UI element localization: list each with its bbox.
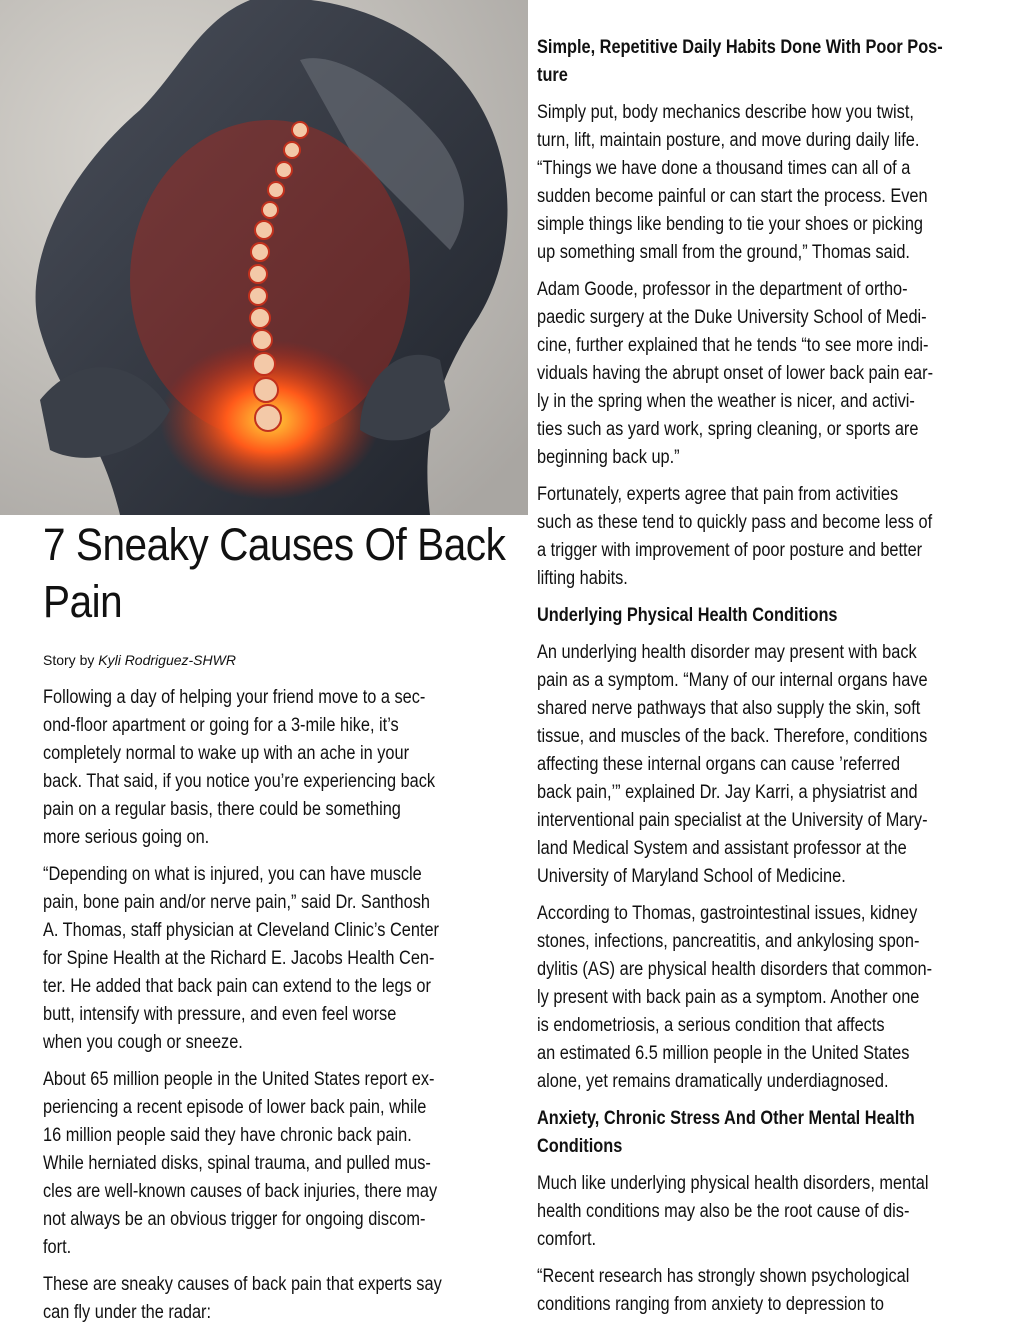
text-line: sudden become painful or can start the process. Even — [537, 186, 928, 207]
text-line: tissue, and muscles of the back. Therefore, conditions — [537, 726, 928, 747]
text-line: “Depending on what is injured, you can have muscle — [43, 864, 422, 885]
text-line: interventional pain specialist at the University of Mary- — [537, 810, 928, 831]
text-line: shared nerve pathways that also supply the skin, soft — [537, 698, 921, 719]
text-line: turn, lift, maintain posture, and move during daily life. — [537, 130, 920, 151]
text-line: Anxiety, Chronic Stress And Other Mental Health — [537, 1108, 915, 1129]
text-line: a trigger with improvement of poor posture and better — [537, 540, 923, 561]
text-line: can fly under the radar: — [43, 1302, 212, 1323]
hero-image-back-pain — [0, 0, 528, 515]
text-line: cles are well-known causes of back injuries, there may — [43, 1181, 438, 1202]
text-line: An underlying health disorder may present with back — [537, 642, 917, 663]
text-line: land Medical System and assistant professor at the — [537, 838, 907, 859]
text-line: more serious going on. — [43, 827, 210, 848]
paragraph — [537, 900, 1001, 1096]
text-line: While herniated disks, spinal trauma, and pulled mus- — [43, 1153, 431, 1174]
text-line: health conditions may also be the root cause of dis- — [537, 1201, 910, 1222]
text-line: comfort. — [537, 1229, 597, 1250]
text-line: Adam Goode, professor in the department of ortho- — [537, 279, 908, 300]
text-line: butt, intensify with pressure, and even feel worse — [43, 1004, 397, 1025]
section-heading — [537, 602, 1001, 630]
text-line: cine, further explained that he tends “to see more indi- — [537, 335, 929, 356]
text-line: viduals having the abrupt onset of lower back pain ear- — [537, 363, 934, 384]
text-line: simple things like bending to tie your shoes or picking — [537, 214, 924, 235]
title-line: Pain — [43, 576, 123, 627]
text-line: alone, yet remains dramatically underdiagnosed. — [537, 1071, 889, 1092]
paragraph — [537, 639, 1001, 891]
paragraph — [537, 1170, 1001, 1254]
text-line: Simple, Repetitive Daily Habits Done With Poor Pos- — [537, 37, 943, 58]
spine-illustration — [0, 0, 528, 515]
text-line: Simply put, body mechanics describe how you twist, — [537, 102, 914, 123]
text-line: “Things we have done a thousand times can all of a — [537, 158, 911, 179]
text-line: A. Thomas, staff physician at Cleveland Clinic’s Center — [43, 920, 439, 941]
byline — [43, 652, 236, 668]
text-line: fort. — [43, 1237, 72, 1258]
text-line: conditions ranging from anxiety to depression to — [537, 1294, 884, 1315]
text-line: 16 million people said they have chronic back pain. — [43, 1125, 412, 1146]
text-line: pain on a regular basis, there could be something — [43, 799, 401, 820]
text-line: up something small from the ground,” Thomas said. — [537, 242, 910, 263]
text-line: About 65 million people in the United States report ex- — [43, 1069, 435, 1090]
text-line: periencing a recent episode of lower back pain, while — [43, 1097, 427, 1118]
text-line: These are sneaky causes of back pain that experts say — [43, 1274, 442, 1295]
text-line: Fortunately, experts agree that pain from activities — [537, 484, 899, 505]
paragraph — [537, 1263, 1001, 1319]
text-line: ties such as yard work, spring cleaning, or sports are — [537, 419, 919, 440]
article-title — [43, 516, 506, 630]
right-column-body — [537, 34, 1001, 1328]
text-line: ture — [537, 65, 568, 86]
paragraph — [537, 99, 1001, 267]
section-heading — [537, 1105, 1001, 1161]
text-line: ly in the spring when the weather is nicer, and activi- — [537, 391, 915, 412]
text-line: stones, infections, pancreatitis, and ankylosing spon- — [537, 931, 920, 952]
text-line: back. That said, if you notice you’re experiencing back — [43, 771, 436, 792]
paragraph — [43, 861, 507, 1057]
text-line: pain, bone pain and/or nerve pain,” said Dr. Santhosh — [43, 892, 430, 913]
text-line: pain as a symptom. “Many of our internal organs have — [537, 670, 928, 691]
text-line: Much like underlying physical health disorders, mental — [537, 1173, 929, 1194]
text-line: Following a day of helping your friend move to a sec- — [43, 687, 426, 708]
text-line: not always be an obvious trigger for ongoing discom- — [43, 1209, 426, 1230]
text-line: dylitis (AS) are physical health disorders that common- — [537, 959, 933, 980]
paragraph — [537, 276, 1001, 472]
text-line: lifting habits. — [537, 568, 628, 589]
text-line: “Recent research has strongly shown psychological — [537, 1266, 910, 1287]
text-line: an estimated 6.5 million people in the United States — [537, 1043, 910, 1064]
byline-author: Kyli Rodriguez-SHWR — [98, 652, 236, 668]
text-line: when you cough or sneeze. — [43, 1032, 243, 1053]
paragraph — [43, 1271, 507, 1327]
text-line: is endometriosis, a serious condition that affects — [537, 1015, 885, 1036]
text-line: beginning back up.” — [537, 447, 680, 468]
paragraph — [537, 481, 1001, 593]
text-line: ter. He added that back pain can extend to the legs or — [43, 976, 431, 997]
text-line: ly present with back pain as a symptom. Another one — [537, 987, 920, 1008]
paragraph — [43, 1066, 507, 1262]
paragraph — [43, 684, 507, 852]
text-line: for Spine Health at the Richard E. Jacobs Health Cen- — [43, 948, 435, 969]
text-line: According to Thomas, gastrointestinal issues, kidney — [537, 903, 918, 924]
text-line: back pain,’” explained Dr. Jay Karri, a physiatrist and — [537, 782, 918, 803]
title-line: 7 Sneaky Causes Of Back — [43, 519, 506, 570]
section-heading — [537, 34, 1001, 90]
left-column-body — [43, 684, 507, 1336]
text-line: University of Maryland School of Medicine. — [537, 866, 846, 887]
text-line: Conditions — [537, 1136, 623, 1157]
byline-prefix: Story by — [43, 652, 99, 668]
text-line: completely normal to wake up with an ache in your — [43, 743, 410, 764]
text-line: paedic surgery at the Duke University School of Medi- — [537, 307, 927, 328]
text-line: Underlying Physical Health Conditions — [537, 605, 838, 626]
text-line: affecting these internal organs can cause ’referred — [537, 754, 901, 775]
text-line: ond-floor apartment or going for a 3-mile hike, it’s — [43, 715, 399, 736]
text-line: such as these tend to quickly pass and become less of — [537, 512, 933, 533]
